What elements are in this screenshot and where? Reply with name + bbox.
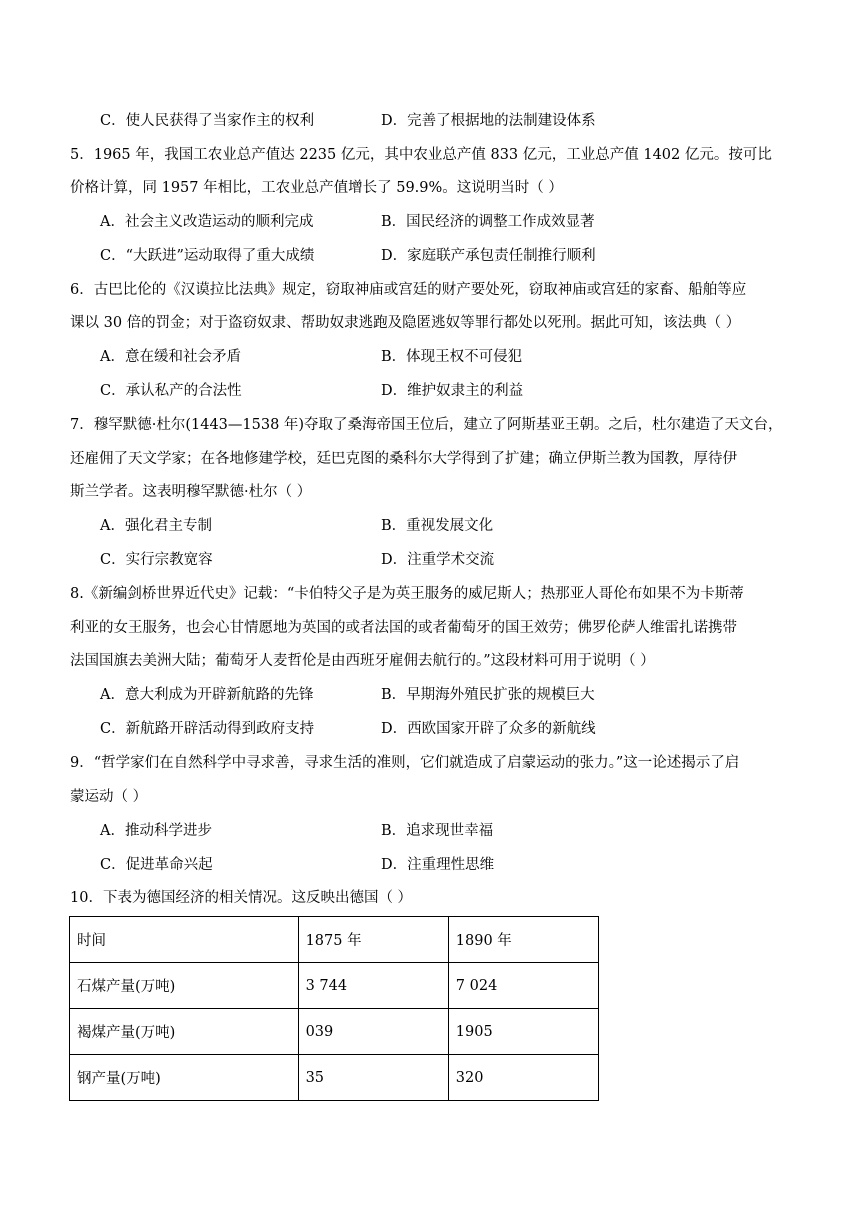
q6-stem-line-2: 课以 30 倍的罚金；对于盗窃奴隶、帮助奴隶逃跑及隐匿逃奴等罪行都处以死刑。据此可知，该法典（ ） bbox=[70, 315, 741, 331]
q6-option-a: A．意在缓和社会矛盾 bbox=[100, 349, 241, 365]
q9-option-b: B．追求现世幸福 bbox=[381, 823, 494, 839]
q4-option-c: C．使人民获得了当家作主的权利 bbox=[100, 113, 315, 129]
q7-option-c: C．实行宗教宽容 bbox=[100, 552, 213, 568]
table-cell: 褐煤产量(万吨) bbox=[70, 1009, 299, 1055]
q5-stem-line-2: 价格计算，同 1957 年相比，工农业总产值增长了 59.9%。这说明当时（ ） bbox=[70, 180, 563, 196]
q6-stem-line-1: 6．古巴比伦的《汉谟拉比法典》规定，窃取神庙或宫廷的财产要处死，窃取神庙或宫廷的家畜、船舶等应 bbox=[70, 282, 747, 298]
germany-economy-table bbox=[69, 916, 599, 1101]
table-cell: 1905 bbox=[448, 1009, 598, 1055]
q9-stem-line-2: 蒙运动（ ） bbox=[70, 789, 148, 805]
q5-stem-line-1: 5．1965 年，我国工农业总产值达 2235 亿元，其中农业总产值 833 亿元，工业总产值 1402 亿元。按可比 bbox=[70, 147, 772, 163]
q7-stem-line-3: 斯兰学者。这表明穆罕默德·杜尔（ ） bbox=[70, 484, 312, 500]
q8-stem-line-3: 法国国旗去美洲大陆；葡萄牙人麦哲伦是由西班牙雇佣去航行的。”这段材料可用于说明（ ） bbox=[70, 653, 655, 669]
q6-option-c: C．承认私产的合法性 bbox=[100, 383, 242, 399]
table-row bbox=[70, 1055, 599, 1101]
q6-option-d: D．维护奴隶主的利益 bbox=[381, 383, 524, 399]
table-header-cell: 1875 年 bbox=[298, 917, 448, 963]
table-cell: 320 bbox=[448, 1055, 598, 1101]
q9-stem-line-1: 9．“哲学家们在自然科学中寻求善，寻求生活的准则，它们就造成了启蒙运动的张力。”这一论述揭示了启 bbox=[70, 755, 740, 771]
table-row bbox=[70, 1009, 599, 1055]
q7-option-a: A．强化君主专制 bbox=[100, 518, 212, 534]
q5-option-c: C．“大跃进”运动取得了重大成绩 bbox=[100, 248, 315, 264]
table-header-row bbox=[70, 917, 599, 963]
q5-option-d: D．家庭联产承包责任制推行顺利 bbox=[381, 248, 596, 264]
table-cell: 039 bbox=[298, 1009, 448, 1055]
table-cell: 石煤产量(万吨) bbox=[70, 963, 299, 1009]
table-cell: 7 024 bbox=[448, 963, 598, 1009]
q5-option-b: B．国民经济的调整工作成效显著 bbox=[381, 214, 595, 230]
q5-option-a: A．社会主义改造运动的顺利完成 bbox=[100, 214, 314, 230]
q7-stem-line-1: 7．穆罕默德·杜尔(1443—1538 年)夺取了桑海帝国王位后，建立了阿斯基亚王朝。之后，杜尔建造了天文台， bbox=[70, 417, 783, 433]
table-header-cell: 时间 bbox=[70, 917, 299, 963]
q8-stem-line-2: 利亚的女王服务，也会心甘情愿地为英国的或者法国的或者葡萄牙的国王效劳；佛罗伦萨人维雷扎诺携带 bbox=[70, 620, 737, 636]
q8-option-a: A．意大利成为开辟新航路的先锋 bbox=[100, 687, 314, 703]
q9-option-c: C．促进革命兴起 bbox=[100, 857, 213, 873]
q8-option-c: C．新航路开辟活动得到政府支持 bbox=[100, 721, 315, 737]
q4-option-d: D．完善了根据地的法制建设体系 bbox=[381, 113, 596, 129]
table-cell: 钢产量(万吨) bbox=[70, 1055, 299, 1101]
q9-option-a: A．推动科学进步 bbox=[100, 823, 212, 839]
q9-option-d: D．注重理性思维 bbox=[381, 857, 495, 873]
q7-option-d: D．注重学术交流 bbox=[381, 552, 495, 568]
table-cell: 35 bbox=[298, 1055, 448, 1101]
table-cell: 3 744 bbox=[298, 963, 448, 1009]
q7-stem-line-2: 还雇佣了天文学家；在各地修建学校，廷巴克图的桑科尔大学得到了扩建；确立伊斯兰教为国教，厚待伊 bbox=[70, 451, 737, 467]
q7-option-b: B．重视发展文化 bbox=[381, 518, 494, 534]
q8-option-b: B．早期海外殖民扩张的规模巨大 bbox=[381, 687, 595, 703]
q8-option-d: D．西欧国家开辟了众多的新航线 bbox=[381, 721, 596, 737]
q8-stem-line-1: 8.《新编剑桥世界近代史》记载：“卡伯特父子是为英王服务的威尼斯人；热那亚人哥伦布如果不为卡斯蒂 bbox=[70, 586, 744, 602]
q6-option-b: B．体现王权不可侵犯 bbox=[381, 349, 523, 365]
table-row bbox=[70, 963, 599, 1009]
q10-stem-line-1: 10．下表为德国经济的相关情况。这反映出德国（ ） bbox=[70, 890, 413, 906]
table-header-cell: 1890 年 bbox=[448, 917, 598, 963]
